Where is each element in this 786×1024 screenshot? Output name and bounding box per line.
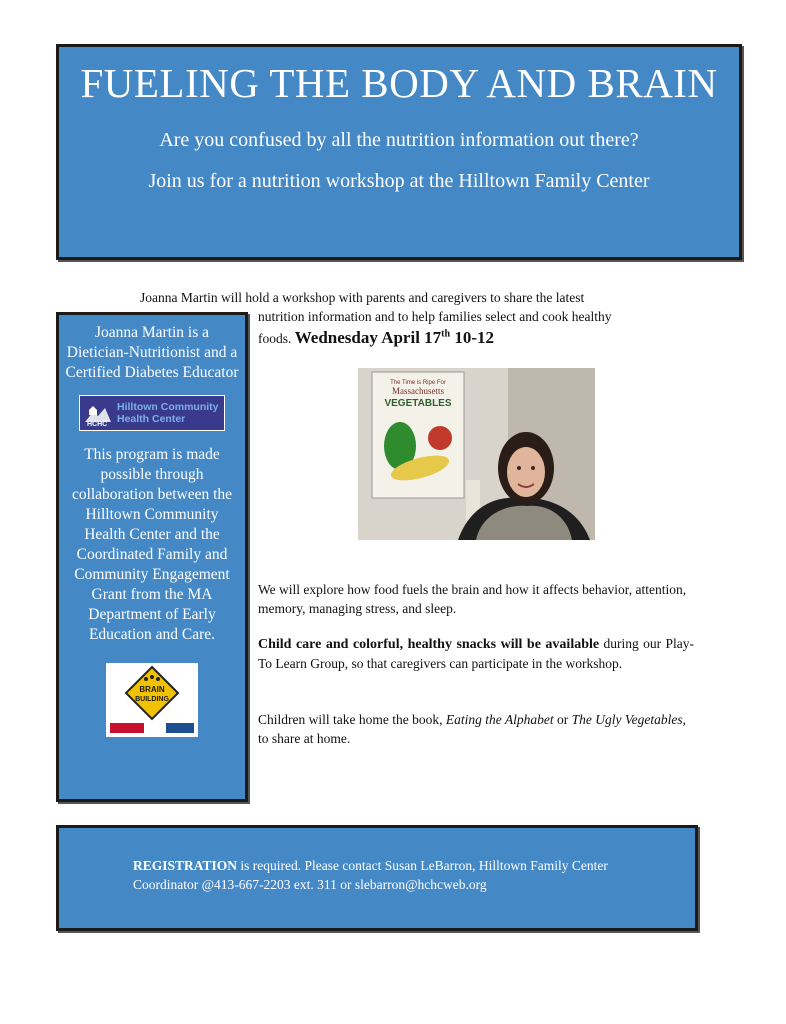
- sidebar-panel: [56, 312, 248, 802]
- hchc-abbr: HCHC: [87, 421, 108, 428]
- paragraph-child-care: [258, 634, 694, 673]
- program-statement: This program is made possible through collaboration between the Hilltown Community Health Center and the Coordinated Family and Community Engagement Grant from the MA Department of Early Education and Care.: [71, 446, 233, 643]
- brain-building-logo: [106, 663, 198, 737]
- child-care-highlight: Child care and colorful, healthy snacks will be available: [258, 637, 600, 652]
- books-intro: Children will take home the book,: [258, 712, 446, 727]
- brain-logo-line-1: BRAIN: [139, 685, 165, 694]
- book-title-2: The Ugly Vegetables,: [571, 712, 686, 727]
- intro-line-3: [258, 328, 494, 348]
- paragraph-brain-fuel: We will explore how food fuels the brain and how it affects behavior, attention, memory, managing stress, and sleep.: [258, 582, 687, 616]
- event-date-sup: th: [441, 328, 451, 340]
- books-or: or: [553, 712, 572, 727]
- registration-text: [133, 856, 653, 894]
- poster-line-1: The Time is Ripe For: [390, 380, 446, 386]
- registration-label: REGISTRATION: [133, 858, 238, 873]
- hchc-logo: [79, 395, 225, 431]
- poster-line-2: Massachusetts: [392, 386, 444, 396]
- intro-line-1: Joanna Martin will hold a workshop with parents and caregivers to share the latest: [140, 290, 585, 305]
- hchc-logo-text: [117, 401, 219, 425]
- paragraph-books: [258, 710, 694, 748]
- header-banner: [56, 44, 742, 260]
- registration-banner: [56, 825, 698, 931]
- registration-contact: is required. Please contact Susan LeBarron, Hilltown Family Center Coordinator @413-667-2203 ext. 311 or slebarron@hchcweb.org: [133, 858, 608, 892]
- event-time: 10-12: [450, 328, 494, 347]
- book-title-1: Eating the Alphabet: [445, 712, 554, 727]
- presenter-bio: Joanna Martin is a Dietician-Nutritionist and a Certified Diabetes Educator: [65, 324, 239, 381]
- hchc-logo-line-2: Health Center: [117, 413, 186, 425]
- hchc-logo-line-1: Hilltown Community: [117, 401, 219, 413]
- child-care-details: during our Play-To Learn Group, so that caregivers can participate in the workshop.: [258, 636, 694, 671]
- header-subtitle-invite: Join us for a nutrition workshop at the Hilltown Family Center: [148, 170, 650, 192]
- intro-line-2: nutrition information and to help families select and cook healthy: [258, 309, 612, 324]
- brain-logo-line-2: BUILDING: [135, 696, 169, 703]
- house-icon: [83, 398, 113, 428]
- page-title: FUELING THE BODY AND BRAIN: [80, 60, 718, 106]
- poster-line-3: VEGETABLES: [384, 398, 452, 409]
- header-subtitle-question: Are you confused by all the nutrition information out there?: [159, 129, 639, 151]
- books-end: to share at home.: [258, 731, 351, 746]
- presenter-photo: [358, 368, 595, 540]
- event-date: [295, 328, 494, 347]
- event-date-main: Wednesday April 17: [294, 328, 442, 347]
- intro-foods: foods.: [258, 331, 292, 346]
